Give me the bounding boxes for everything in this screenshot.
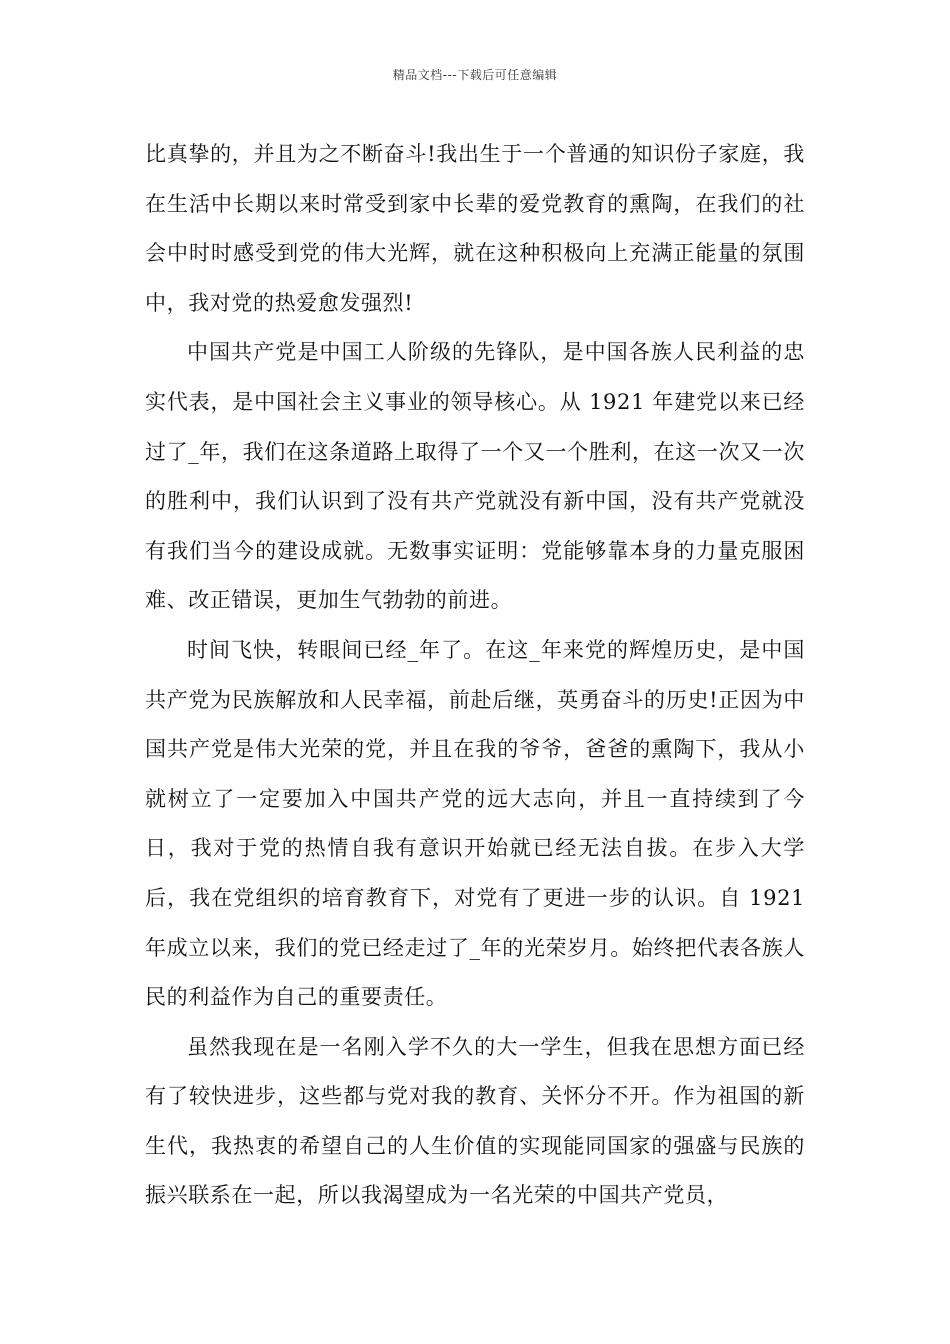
paragraph-2: 中国共产党是中国工人阶级的先锋队，是中国各族人民利益的忠实代表，是中国社会主义事业的领导核心。从 1921 年建党以来已经过了_年，我们在这条道路上取得了一个又一个胜利，在这一次又一次的胜利中，我们认识到了没有共产党就没有新中国，没有共产党就没有我们当今的建设成就。无数事实证明：党能够靠本身的力量克服困难、改正错误，更加生气勃勃的前进。 <box>145 340 805 613</box>
page-header: 精品文档---下载后可任意编辑 <box>392 68 558 82</box>
paragraph-4: 虽然我现在是一名刚入学不久的大一学生，但我在思想方面已经有了较快进步，这些都与党对我的教育、关怀分不开。作为祖国的新生代，我热衷的希望自己的人生价值的实现能同国家的强盛与民族的振兴联系在一起，所以我渴望成为一名光荣的中国共产党员， <box>145 1034 805 1208</box>
paragraph-3: 时间飞快，转眼间已经_年了。在这_年来党的辉煌历史，是中国共产党为民族解放和人民幸福，前赴后继，英勇奋斗的历史!正因为中国共产党是伟大光荣的党，并且在我的爷爷，爸爸的熏陶下，我从小就树立了一定要加入中国共产党的远大志向，并且一直持续到了今日，我对于党的热情自我有意识开始就已经无法自拔。在步入大学后，我在党组织的培育教育下，对党有了更进一步的认识。自 1921 年成立以来，我们的党已经走过了_年的光荣岁月。始终把代表各族人民的利益作为自己的重要责任。 <box>145 637 805 1010</box>
paragraph-1: 比真挚的，并且为之不断奋斗!我出生于一个普通的知识份子家庭，我在生活中长期以来时常受到家中长辈的爱党教育的熏陶，在我们的社会中时时感受到党的伟大光辉，就在这种积极向上充满正能量的氛围中，我对党的热爱愈发强烈! <box>145 142 805 315</box>
document-body <box>145 130 805 1221</box>
